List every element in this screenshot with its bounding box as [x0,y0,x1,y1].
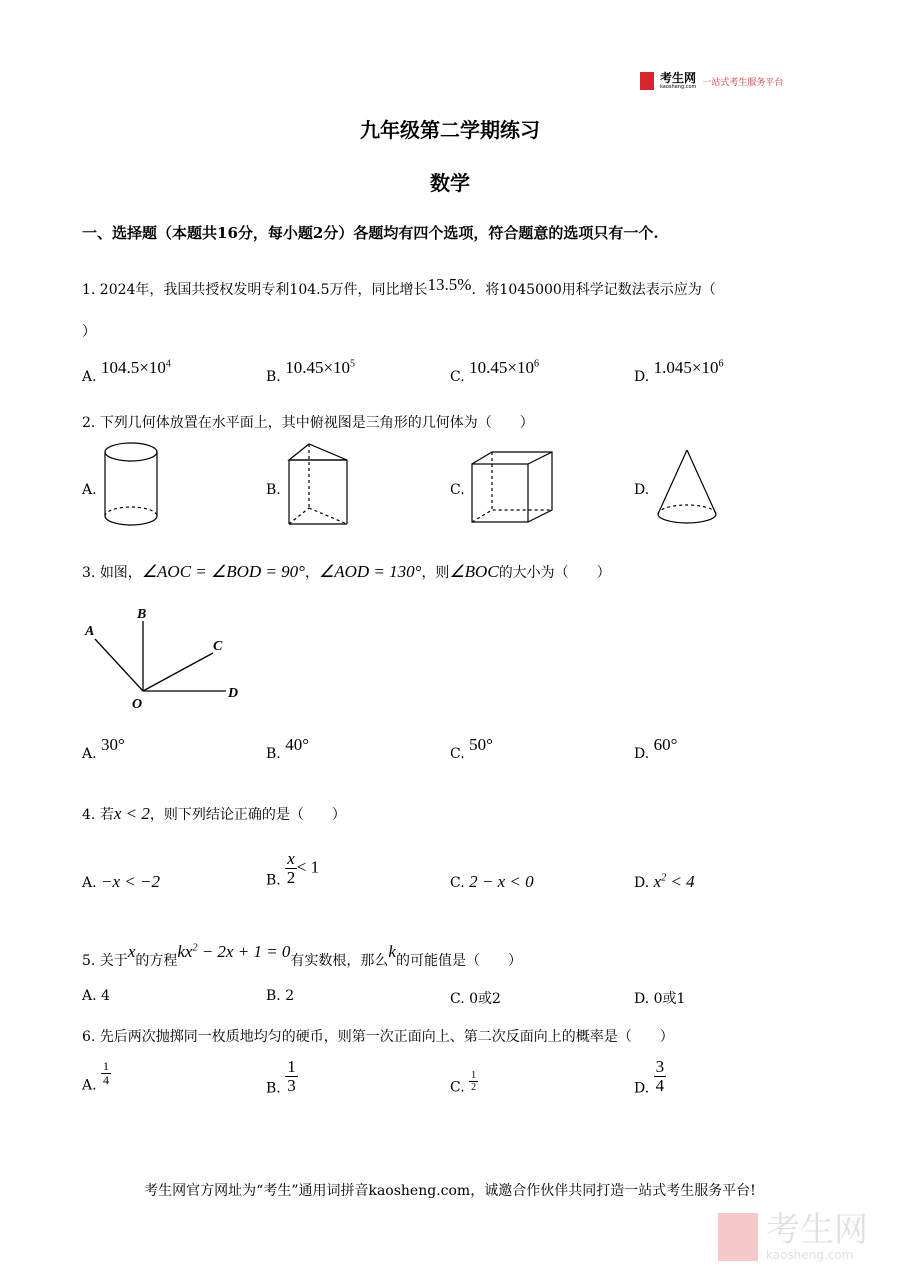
point-o-label: O [132,697,143,712]
question-6: 6. 先后两次抛掷同一枚质地均匀的硬币，则第一次正面向上、第二次反面向上的概率是（ ） [82,1029,674,1045]
q5-option-a[interactable]: A. 4 [82,988,110,1004]
q5-option-b[interactable]: B. 2 [266,988,295,1004]
q3-option-c[interactable]: C. 50° [450,735,493,762]
question-3 [82,562,611,582]
section-heading: 一、选择题（本题共16分，每小题2分）各题均有四个选项，符合题意的选项只有一个. [82,224,659,242]
fraction: $\frac{1}{2}$ [471,1070,477,1093]
q3-eq1: ∠AOC = ∠BOD = 90° [141,562,305,581]
q3-sep: ， [304,565,319,581]
q1-option-c[interactable] [450,358,539,385]
q4-option-b[interactable]: B. $\frac{x}{2}$ < 1 [266,849,320,889]
q4-condition: x < 2 [113,804,150,823]
angle-figure [80,603,250,713]
q1-pct: 13.5% [427,275,472,294]
cylinder-figure [100,440,162,530]
logo-domain: kaosheng.com [660,83,697,90]
q3-num: 3. [82,565,96,581]
q4-option-d[interactable]: D. $x^2 < 4$ [634,872,695,891]
option-value: $104.5\times 10^4$ [101,358,171,377]
slogan: 一站式考生服务平台 [702,77,784,88]
q4-option-a[interactable]: A. −x < −2 [82,872,160,891]
q1-stem-b: ．将1045000用科学记数法表示应为（ [471,282,716,298]
option-label: D. [634,369,650,385]
subject-title: 数学 [430,171,470,195]
watermark-icon [718,1213,758,1261]
fraction: $\frac{1}{4}$ [103,1059,110,1087]
q2-option-d[interactable]: D. [634,482,650,498]
question-2 [82,412,534,432]
option-value: $10.45\times 10^6$ [469,358,539,377]
point-a-label: A [85,624,95,639]
header-logo[interactable] [640,72,783,90]
option-label: A. [82,369,97,385]
q5-option-c[interactable]: C. 0或2 [450,991,501,1007]
question-1 [82,275,716,299]
watermark-logo: 考生网 kaosheng.com [718,1212,868,1262]
point-b-label: B [137,607,147,622]
point-d-label: D [228,686,239,701]
q2-option-a[interactable]: A. [82,482,97,498]
q3-option-d[interactable]: D. 60° [634,735,678,762]
q2-num: 2. [82,415,96,431]
cone-figure [654,446,720,530]
q1-option-a[interactable] [82,358,171,385]
q3-option-a[interactable]: A. 30° [82,735,125,762]
q2-stem: 下列几何体放置在水平面上，其中俯视图是三角形的几何体为（ ） [99,415,534,431]
page-title: 九年级第二学期练习 [360,118,540,142]
q3-stem-b: ，则 [421,565,450,581]
q1-option-d[interactable] [634,358,723,385]
q6-option-d[interactable]: D. $\frac{3}{4}$ [634,1057,665,1097]
point-c-label: C [213,639,223,654]
cube-figure [468,448,558,528]
q6-option-b[interactable]: B. $\frac{1}{3}$ [266,1057,296,1097]
q2-option-c[interactable]: C. [450,482,465,498]
logo-name: 考生网 [660,70,697,85]
logo-icon [640,72,654,90]
triangular-prism-figure [285,440,351,528]
q6-option-a[interactable]: A. $\frac{1}{4}$ [82,1059,110,1094]
q1-close: ） [82,324,96,340]
fraction: $\frac{x}{2}$ [286,849,296,887]
option-value: $1.045\times 10^6$ [653,358,724,377]
footer-text: 考生网官方网址为“考生”通用词拼音kaosheng.com，诚邀合作伙伴共同打造一站式考生服务平台! [144,1183,756,1199]
fraction: $\frac{3}{4}$ [655,1057,665,1095]
q4-option-c[interactable]: C. 2 − x < 0 [450,872,534,891]
fraction: $\frac{1}{3}$ [287,1057,296,1095]
q1-option-b[interactable] [266,358,355,385]
q2-option-b[interactable]: B. [266,482,281,498]
q3-eq2: ∠AOD = 130° [318,562,422,581]
option-label: C. [450,369,465,385]
q3-stem-c: 的大小为（ ） [498,565,611,581]
question-4: 4. 若x < 2，则下列结论正确的是（ ） [82,804,346,823]
option-label: B. [266,369,281,385]
q3-option-b[interactable]: B. 40° [266,735,310,762]
option-value: $10.45\times 10^5$ [285,358,356,377]
q5-option-d[interactable]: D. 0或1 [634,991,686,1007]
q3-stem: 如图， [99,565,142,581]
q1-stem: 1. 2024年，我国共授权发明专利104.5万件，同比增长 [82,282,428,298]
question-5: 5. 关于x的方程$kx^2 - 2x + 1 = 0$有实数根，那么k的可能值是（ ） [82,942,522,969]
q3-eq3: ∠BOC [449,562,499,581]
q6-option-c[interactable]: C. $\frac{1}{2}$ [450,1070,477,1096]
